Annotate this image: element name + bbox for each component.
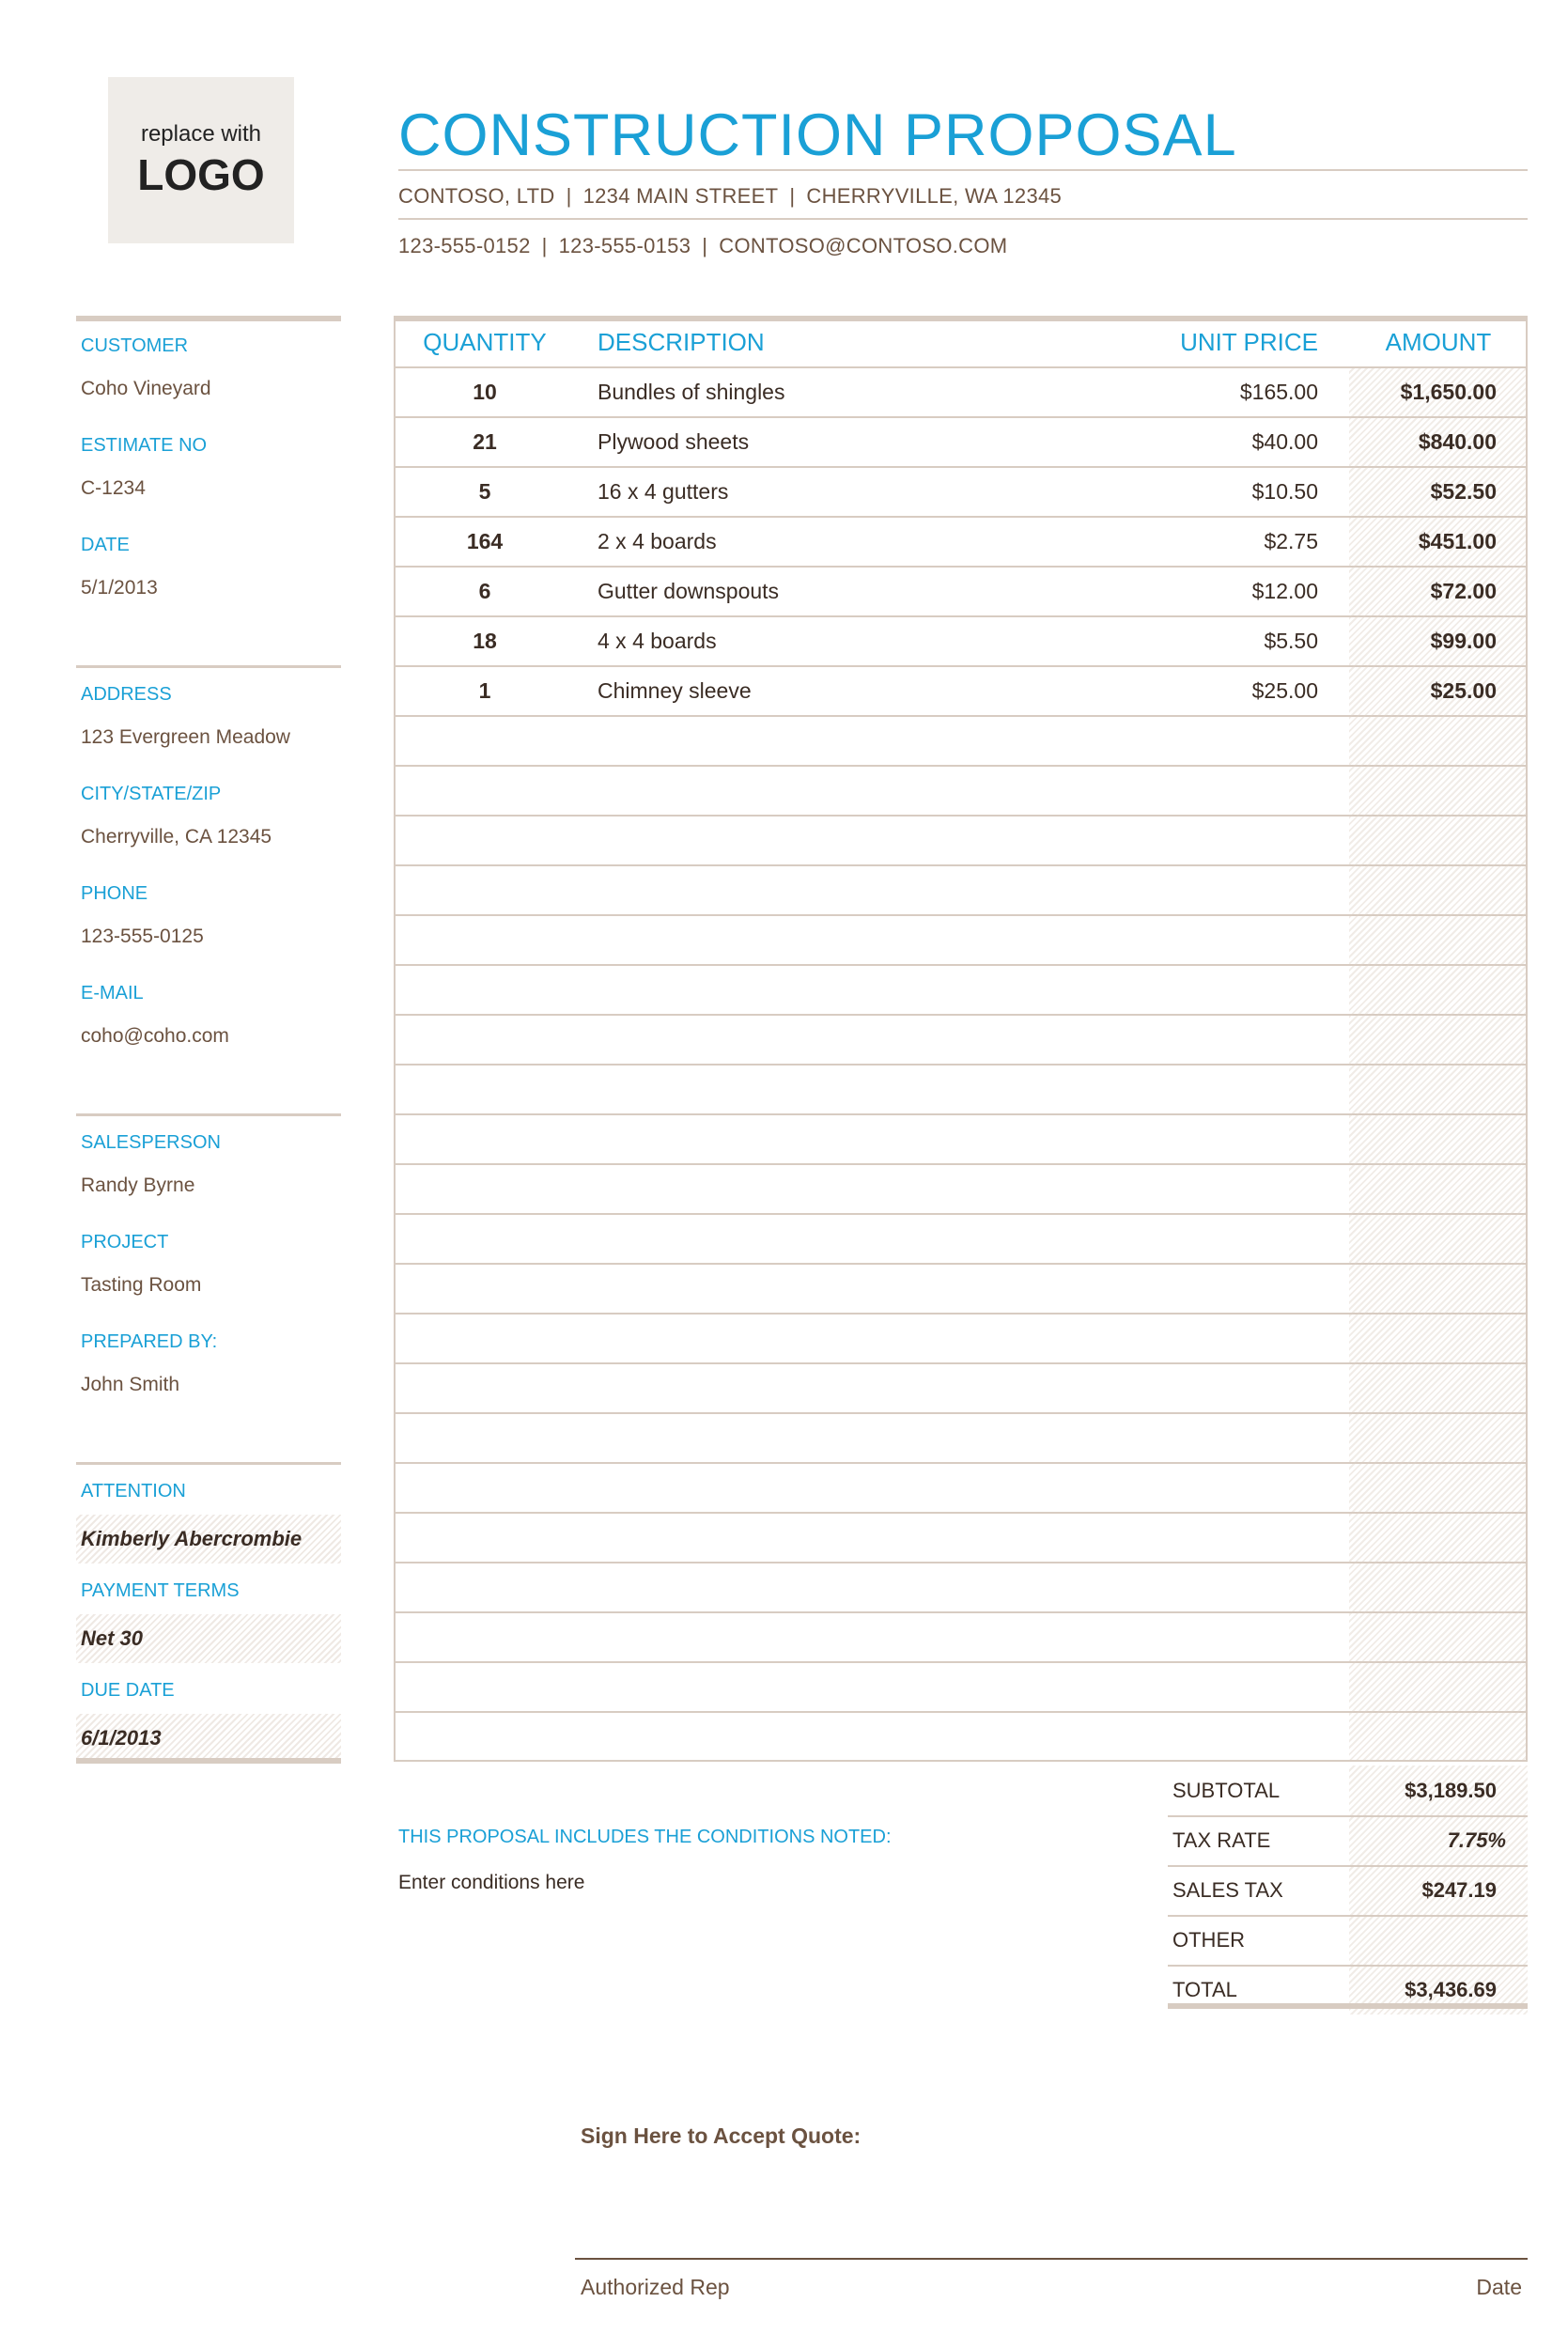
description-cell[interactable]: 2 x 4 boards: [598, 529, 717, 553]
attention-label: ATTENTION: [81, 1481, 186, 1501]
unit-price-cell[interactable]: $5.50: [1264, 629, 1318, 653]
other-value[interactable]: [1349, 1915, 1497, 1965]
amount-cell[interactable]: $25.00: [1430, 678, 1497, 703]
unit-price-cell[interactable]: $2.75: [1264, 529, 1318, 553]
unit-price-cell[interactable]: $165.00: [1239, 380, 1318, 404]
document-title: CONSTRUCTION PROPOSAL: [398, 102, 1237, 168]
logo-line2: LOGO: [137, 149, 265, 199]
info-divider: [76, 665, 341, 668]
info-bottom-bar: [76, 1758, 341, 1764]
description-header: DESCRIPTION: [598, 328, 765, 356]
table-row-divider: [396, 1014, 1526, 1016]
attention-value[interactable]: Kimberly Abercrombie: [81, 1527, 303, 1550]
city-value[interactable]: Cherryville, CA 12345: [81, 826, 272, 848]
company-contact-line: [398, 234, 1007, 258]
date-label: DATE: [81, 535, 130, 555]
table-row-divider: [396, 1611, 1526, 1613]
separator: |: [789, 184, 796, 208]
subtotal-value: $3,189.50: [1405, 1779, 1497, 1802]
table-row-divider: [396, 765, 1526, 767]
project-value[interactable]: Tasting Room: [81, 1274, 202, 1296]
address-label: ADDRESS: [81, 684, 172, 705]
email-label: E-MAIL: [81, 983, 144, 1003]
amount-cell[interactable]: $99.00: [1430, 629, 1497, 653]
amount-cell[interactable]: $840.00: [1418, 429, 1497, 454]
estimate-label: ESTIMATE NO: [81, 435, 208, 456]
table-row-divider: [396, 1163, 1526, 1165]
company-city: CHERRYVILLE, WA 12345: [806, 184, 1063, 208]
other-label: OTHER: [1172, 1928, 1245, 1952]
unit-price-header: UNIT PRICE: [1180, 328, 1318, 356]
payment-terms-value[interactable]: Net 30: [81, 1626, 144, 1650]
estimate-value[interactable]: C-1234: [81, 477, 146, 499]
total-value: $3,436.69: [1405, 1978, 1497, 2001]
quantity-cell[interactable]: 6: [478, 579, 491, 603]
header-divider: [398, 169, 1528, 171]
table-row-divider: [396, 1313, 1526, 1315]
company-email: CONTOSO@CONTOSO.COM: [719, 234, 1008, 257]
prepared-by-value[interactable]: John Smith: [81, 1374, 180, 1395]
sales-tax-value: $247.19: [1421, 1878, 1497, 1902]
unit-price-cell[interactable]: $40.00: [1251, 429, 1318, 454]
separator: |: [702, 234, 708, 257]
customer-value[interactable]: Coho Vineyard: [81, 378, 211, 399]
table-row-divider: [396, 1213, 1526, 1215]
quantity-cell[interactable]: 164: [466, 529, 504, 553]
prepared-by-label: PREPARED BY:: [81, 1331, 218, 1352]
subtotal-label: SUBTOTAL: [1172, 1779, 1281, 1802]
phone-label: PHONE: [81, 883, 148, 904]
signature-prompt: Sign Here to Accept Quote:: [581, 2123, 862, 2148]
table-row-divider: [396, 1263, 1526, 1265]
unit-price-cell[interactable]: $10.50: [1251, 479, 1318, 504]
info-divider: [76, 1113, 341, 1116]
phone-value[interactable]: 123-555-0125: [81, 926, 204, 947]
table-row-divider: [396, 964, 1526, 966]
signature-date-label: Date: [1476, 2275, 1522, 2299]
table-row-divider: [396, 914, 1526, 916]
table-row-divider: [396, 1113, 1526, 1115]
quantity-header: QUANTITY: [423, 328, 547, 356]
table-row-divider: [396, 1661, 1526, 1663]
table-row-divider: [396, 1711, 1526, 1713]
address-value[interactable]: 123 Evergreen Meadow: [81, 726, 290, 748]
table-row-divider: [396, 864, 1526, 866]
company-phone-2: 123-555-0153: [558, 234, 691, 257]
conditions-value[interactable]: Enter conditions here: [398, 1872, 585, 1893]
due-date-value[interactable]: 6/1/2013: [81, 1726, 162, 1750]
description-cell[interactable]: Chimney sleeve: [598, 678, 752, 703]
description-cell[interactable]: 4 x 4 boards: [598, 629, 717, 653]
description-cell[interactable]: Bundles of shingles: [598, 380, 785, 404]
info-divider: [76, 1462, 341, 1465]
table-row-divider: [396, 1064, 1526, 1066]
table-row-divider: [396, 815, 1526, 817]
separator: |: [541, 234, 548, 257]
amount-cell[interactable]: $52.50: [1430, 479, 1497, 504]
email-value[interactable]: coho@coho.com: [81, 1025, 229, 1047]
logo-line1: replace with: [140, 120, 262, 147]
table-row-divider: [396, 1512, 1526, 1514]
amount-cell[interactable]: $1,650.00: [1400, 380, 1497, 404]
due-date-label: DUE DATE: [81, 1680, 175, 1701]
customer-label: CUSTOMER: [81, 335, 189, 356]
table-row-divider: [396, 1412, 1526, 1414]
quantity-cell[interactable]: 5: [478, 479, 491, 504]
unit-price-cell[interactable]: $12.00: [1251, 579, 1318, 603]
separator: |: [566, 184, 572, 208]
table-row-divider: [396, 1462, 1526, 1464]
payment-terms-label: PAYMENT TERMS: [81, 1580, 240, 1601]
table-row-divider: [396, 1362, 1526, 1364]
unit-price-cell[interactable]: $25.00: [1251, 678, 1318, 703]
logo-placeholder: [108, 77, 294, 243]
header-divider: [398, 218, 1528, 220]
salesperson-label: SALESPERSON: [81, 1132, 221, 1153]
amount-cell[interactable]: $72.00: [1430, 579, 1497, 603]
description-cell[interactable]: Gutter downspouts: [598, 579, 780, 603]
authorized-rep-label: Authorized Rep: [581, 2275, 730, 2299]
company-phone-1: 123-555-0152: [398, 234, 531, 257]
company-name: CONTOSO, LTD: [398, 184, 555, 208]
date-value[interactable]: 5/1/2013: [81, 577, 158, 599]
description-cell[interactable]: 16 x 4 gutters: [598, 479, 729, 504]
quantity-cell[interactable]: 18: [473, 629, 497, 653]
quantity-cell[interactable]: 21: [473, 429, 497, 454]
description-cell[interactable]: Plywood sheets: [598, 429, 750, 454]
tax-rate-label: TAX RATE: [1172, 1828, 1271, 1852]
company-address-line: [398, 184, 1062, 209]
signature-line[interactable]: [575, 2258, 1528, 2260]
tax-rate-value[interactable]: 7.75%: [1447, 1828, 1506, 1852]
quantity-cell[interactable]: 1: [478, 678, 491, 703]
info-top-bar: [76, 316, 341, 321]
conditions-label: THIS PROPOSAL INCLUDES THE CONDITIONS NOTED:: [398, 1827, 892, 1847]
city-label: CITY/STATE/ZIP: [81, 784, 222, 804]
sales-tax-label: SALES TAX: [1172, 1878, 1283, 1902]
quantity-cell[interactable]: 10: [473, 380, 497, 404]
project-label: PROJECT: [81, 1232, 169, 1252]
salesperson-value[interactable]: Randy Byrne: [81, 1174, 195, 1196]
amount-header: AMOUNT: [1385, 328, 1492, 356]
amount-cell[interactable]: $451.00: [1418, 529, 1497, 553]
totals-bottom-bar: [1168, 2003, 1528, 2009]
table-row-divider: [396, 1562, 1526, 1563]
total-label: TOTAL: [1172, 1978, 1237, 2001]
company-street: 1234 MAIN STREET: [582, 184, 779, 208]
